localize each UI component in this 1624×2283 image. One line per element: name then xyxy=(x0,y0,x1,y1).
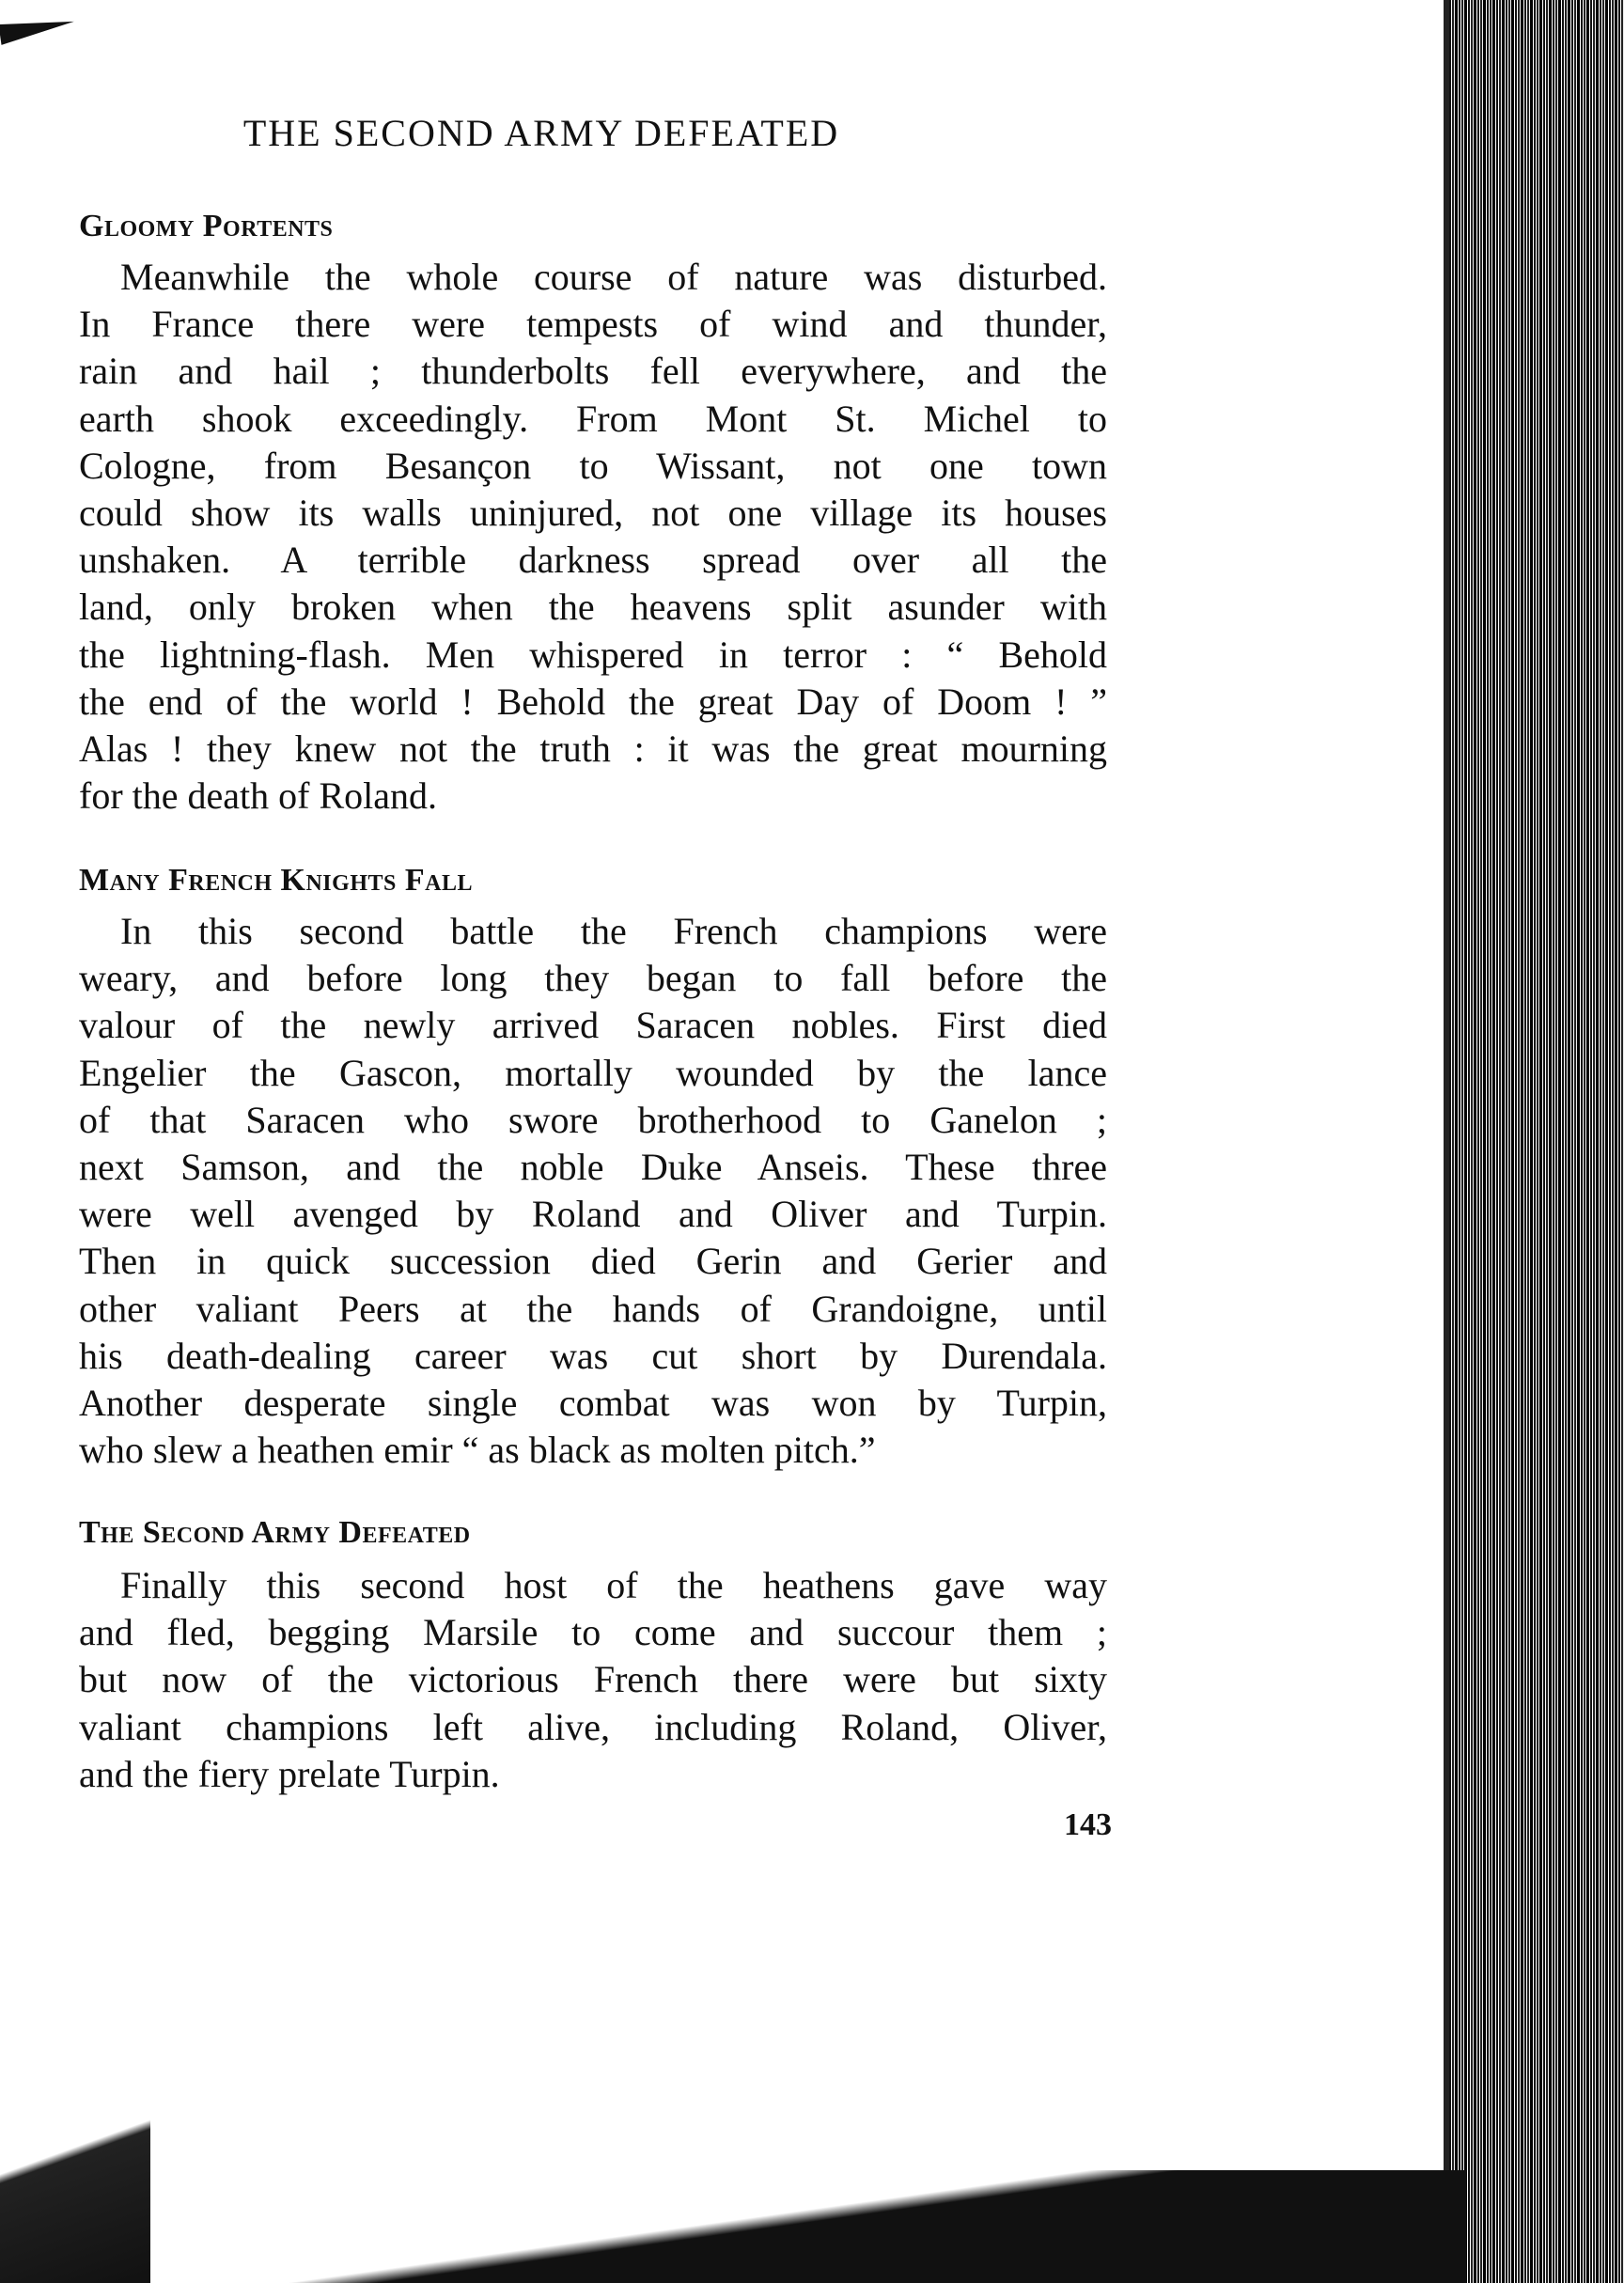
text-line: could show its walls uninjured, not one village its houses xyxy=(79,492,1107,535)
text-line: Meanwhile the whole course of nature was disturbed. xyxy=(120,256,1107,298)
text-line: other valiant Peers at the hands of Grandoigne, until xyxy=(79,1287,1107,1330)
section-paragraph-many-french-knights-fall xyxy=(79,908,1107,1474)
text-line: the lightning-flash. Men whispered in terror : “ Behold xyxy=(79,633,1107,676)
text-line: Another desperate single combat was won by Turpin, xyxy=(79,1382,1107,1425)
text-line: rain and hail ; thunderbolts fell everywhere, and the xyxy=(79,350,1107,393)
text-line: In France there were tempests of wind and thunder, xyxy=(79,303,1107,346)
scan-bottom-shadow xyxy=(0,2170,1466,2283)
text-line: In this second battle the French champions were xyxy=(120,910,1107,952)
text-line: weary, and before long they began to fall before the xyxy=(79,957,1107,1000)
text-line: but now of the victorious French there were but sixty xyxy=(79,1658,1107,1701)
page-edge-stack xyxy=(1449,0,1624,2283)
text-line: Engelier the Gascon, mortally wounded by the lance xyxy=(79,1051,1107,1094)
section-paragraph-second-army-defeated xyxy=(79,1562,1107,1798)
text-line: his death-dealing career was cut short by Durendala. xyxy=(79,1334,1107,1377)
section-heading-many-french-knights-fall: Many French Knights Fall xyxy=(79,863,473,898)
text-line: for the death of Roland. xyxy=(79,774,437,818)
text-line: were well avenged by Roland and Oliver and Turpin. xyxy=(79,1193,1107,1236)
text-line: Cologne, from Besançon to Wissant, not one town xyxy=(79,444,1107,487)
text-line: land, only broken when the heavens split asunder with xyxy=(79,586,1107,629)
text-line: Then in quick succession died Gerin and Gerier and xyxy=(79,1240,1107,1283)
scan-corner-mark xyxy=(0,14,76,45)
text-line: unshaken. A terrible darkness spread over all the xyxy=(79,539,1107,582)
text-line: of that Saracen who swore brotherhood to Ganelon ; xyxy=(79,1098,1107,1141)
text-line: Finally this second host of the heathens gave way xyxy=(120,1564,1107,1606)
page-number: 143 xyxy=(1064,1807,1112,1842)
text-line: valiant champions left alive, including Roland, Oliver, xyxy=(79,1705,1107,1748)
text-line: Alas ! they knew not the truth : it was the great mourning xyxy=(79,727,1107,771)
text-line: who slew a heathen emir “ as black as molten pitch.” xyxy=(79,1429,876,1472)
text-line: and the fiery prelate Turpin. xyxy=(79,1752,500,1795)
text-line: next Samson, and the noble Duke Anseis. These three xyxy=(79,1146,1107,1189)
text-line: the end of the world ! Behold the great Day of Doom ! ” xyxy=(79,680,1107,723)
section-paragraph-gloomy-portents xyxy=(79,254,1107,820)
section-heading-second-army-defeated: The Second Army Defeated xyxy=(79,1515,471,1550)
text-line: valour of the newly arrived Saracen nobles. First died xyxy=(79,1004,1107,1047)
text-line: earth shook exceedingly. From Mont St. Michel to xyxy=(79,397,1107,440)
section-heading-gloomy-portents: Gloomy Portents xyxy=(79,209,334,243)
scan-bottom-corner-shadow xyxy=(0,2104,150,2283)
text-line: and fled, begging Marsile to come and succour them ; xyxy=(79,1611,1107,1654)
running-head: THE SECOND ARMY DEFEATED xyxy=(242,112,840,154)
